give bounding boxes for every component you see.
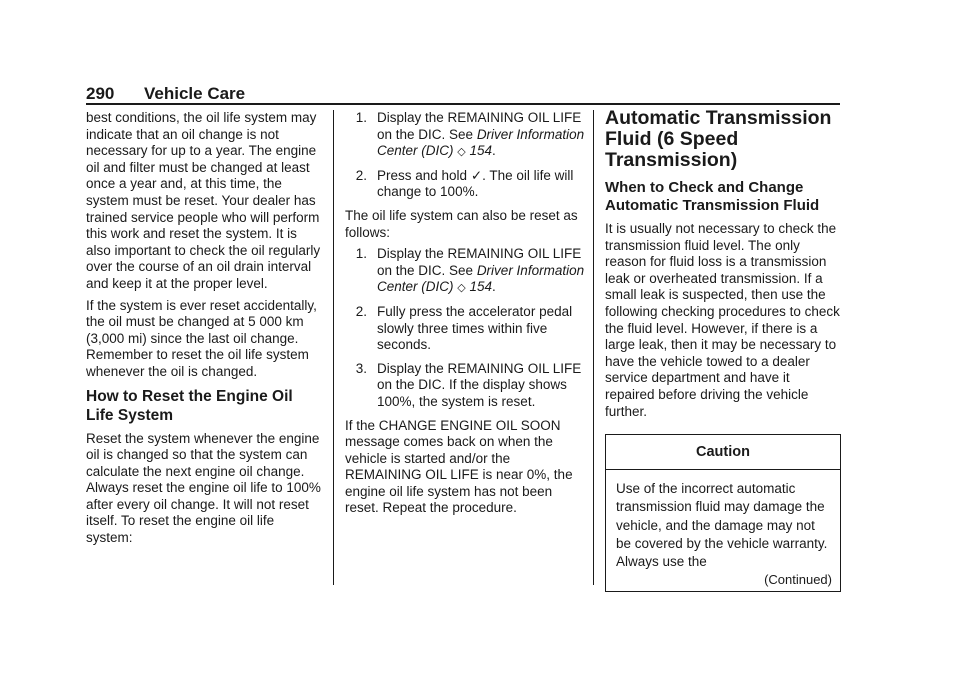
list-item — [345, 361, 585, 411]
column-2 — [345, 110, 585, 522]
list-number: 1. — [355, 246, 367, 262]
step-text: . The oil life will change to 100%. — [377, 167, 574, 200]
paragraph-accidental-reset: If the system is ever reset accidentally, the oil must be changed at 5 000 km (3,000 mi) since the last oil change. Remember to reset the oil life system whenever the oil is changed. — [86, 297, 317, 379]
list-item — [345, 110, 585, 161]
list-item-text — [377, 168, 585, 201]
list-item-text — [377, 246, 585, 297]
paragraph-fluid-check: It is usually not necessary to check the transmission fluid level. The only reason for fluid loss is a transmission leak or overheated transmission. If a small leak is suspected, then use the following checking procedures to check the fluid level. However, if there is a large leak, then it may be necessary to have the vehicle towed to a dealer service department and have it repaired before driving the vehicle further. — [605, 221, 840, 419]
list-number: 2. — [355, 167, 367, 183]
step-text: Display the REMAINING OIL LIFE on the DIC. See — [377, 246, 582, 278]
list-item-text — [377, 110, 585, 161]
page-ref-arrow-icon: ◇ — [457, 146, 466, 159]
heading-transmission-fluid: Automatic Transmission Fluid (6 Speed Transmission) — [605, 107, 832, 171]
punctuation: . — [492, 279, 496, 295]
reset-steps-list — [345, 110, 585, 201]
heading-reset-oil-life: How to Reset the Engine Oil Life System — [86, 387, 293, 424]
page-ref-arrow-icon: ◇ — [457, 282, 466, 295]
section-title: Vehicle Care — [144, 84, 246, 103]
column-1 — [86, 110, 324, 552]
page-number: 290 — [86, 84, 115, 103]
caution-box — [605, 434, 841, 592]
list-item-text: Fully press the accelerator pedal slowly three times within five seconds. — [377, 303, 573, 353]
caution-body: Use of the incorrect automatic transmission fluid may damage the vehicle, and the damage may not be covered by the vehicle warranty. Always use the — [616, 480, 828, 570]
continued-label: (Continued) — [764, 571, 832, 587]
checkmark-icon: ✓ — [470, 167, 483, 183]
paragraph-oil-change-interval: best conditions, the oil life system may indicate that an oil change is not necessary for up to a year. The engine oil and filter must be changed at least once a year and, at this time, the system must be reset. Your dealer has trained service people who will perform this work and reset the system. It is also important to check the oil regularly over the course of an oil drain interval and keep it at the proper level. — [86, 110, 321, 291]
step-text: Press and hold — [377, 167, 471, 183]
cross-reference-link[interactable]: Driver Information Center (DIC) — [377, 126, 585, 159]
alternate-reset-steps-list — [345, 246, 585, 410]
list-item-text: Display the REMAINING OIL LIFE on the DIC. If the display shows 100%, the system is reset. — [377, 360, 582, 409]
list-item — [345, 304, 585, 354]
paragraph-oil-soon-message: If the CHANGE ENGINE OIL SOON message comes back on when the vehicle is started and/or the REMAINING OIL LIFE is near 0%, the engine oil life system has not been reset. Repeat the procedure. — [345, 417, 573, 516]
column-3 — [605, 107, 841, 592]
list-number: 2. — [355, 303, 367, 319]
paragraph-alternate-reset: The oil life system can also be reset as follows: — [345, 207, 578, 240]
column-divider-2 — [593, 110, 594, 585]
page-reference[interactable]: 154 — [469, 279, 493, 295]
subheading-check-change-fluid: When to Check and Change Automatic Transmission Fluid — [605, 179, 820, 214]
list-item — [345, 168, 585, 201]
list-number: 3. — [355, 360, 367, 376]
step-text: Display the REMAINING OIL LIFE on the DIC. See — [377, 110, 582, 142]
punctuation: . — [492, 143, 496, 159]
header-rule — [86, 103, 840, 105]
paragraph-reset-instructions: Reset the system whenever the engine oil is changed so that the system can calculate the next engine oil change. Always reset the engine oil life to 100% after every oil change. It will not reset itself. To reset the engine oil life system: — [86, 430, 321, 546]
cross-reference-link[interactable]: Driver Information Center (DIC) — [377, 262, 585, 295]
caution-title: Caution — [606, 435, 840, 470]
page-reference[interactable]: 154 — [469, 143, 493, 159]
list-number: 1. — [355, 110, 367, 125]
column-divider-1 — [333, 110, 334, 585]
list-item — [345, 246, 585, 297]
